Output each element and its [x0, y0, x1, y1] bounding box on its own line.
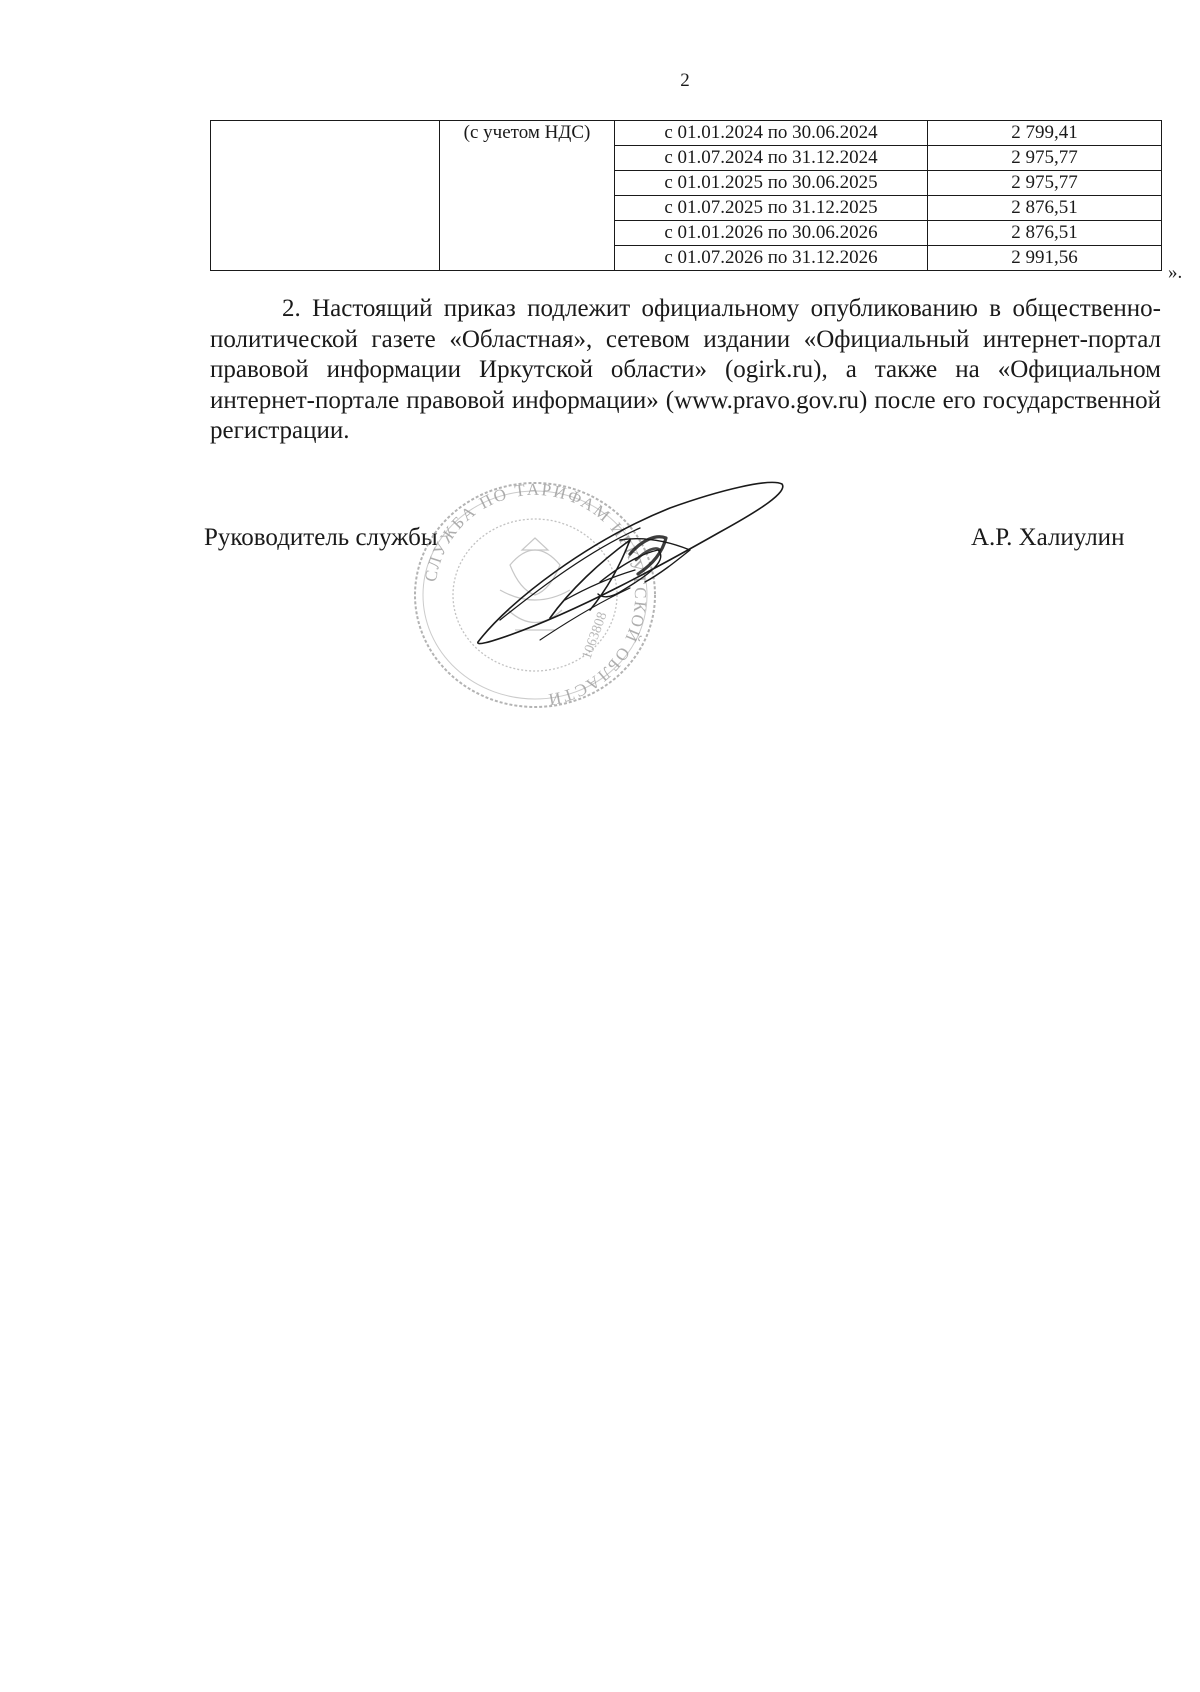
period-cell: с 01.01.2025 по 30.06.2025: [615, 171, 928, 196]
paragraph-2-text: 2. Настоящий приказ подлежит официальному опубликованию в общественно-политической газете «Областная», сетевом издании «Официальный интернет-портал правовой информации Иркутской области» (ogirk.ru), а также на «Официальном интернет-портале правовой информации» (www.pravo.gov.ru) после его государственной регистрации.: [210, 295, 1161, 444]
period-cell: с 01.07.2026 по 31.12.2026: [615, 246, 928, 271]
tariff-table: [210, 120, 1162, 271]
value-cell: 2 876,51: [928, 196, 1162, 221]
period-cell: с 01.07.2025 по 31.12.2025: [615, 196, 928, 221]
value-cell: 2 876,51: [928, 221, 1162, 246]
closing-quote: ».: [1168, 262, 1183, 283]
empty-cell: [211, 121, 440, 271]
period-cell: с 01.01.2024 по 30.06.2024: [615, 121, 928, 146]
signatory-name: А.Р. Халиулин: [971, 524, 1125, 551]
paragraph-2: [210, 294, 1161, 447]
period-cell: с 01.01.2026 по 30.06.2026: [615, 221, 928, 246]
signatory-title: Руководитель службы: [204, 524, 438, 551]
table-row: [211, 121, 1162, 146]
value-cell: 2 991,56: [928, 246, 1162, 271]
vat-note-cell: (с учетом НДС): [440, 121, 615, 271]
value-cell: 2 799,41: [928, 121, 1162, 146]
svg-text:СЛУЖБА ПО ТАРИФАМ ИРКУТСКОЙ ОБ: СЛУЖБА ПО ТАРИФАМ ИРКУТСКОЙ ОБЛАСТИ: [420, 479, 651, 710]
value-cell: 2 975,77: [928, 146, 1162, 171]
handwritten-signature-icon: [470, 470, 790, 680]
page-number: 2: [680, 70, 690, 91]
period-cell: с 01.07.2024 по 31.12.2024: [615, 146, 928, 171]
svg-text:1063808: 1063808: [579, 610, 611, 662]
value-cell: 2 975,77: [928, 171, 1162, 196]
